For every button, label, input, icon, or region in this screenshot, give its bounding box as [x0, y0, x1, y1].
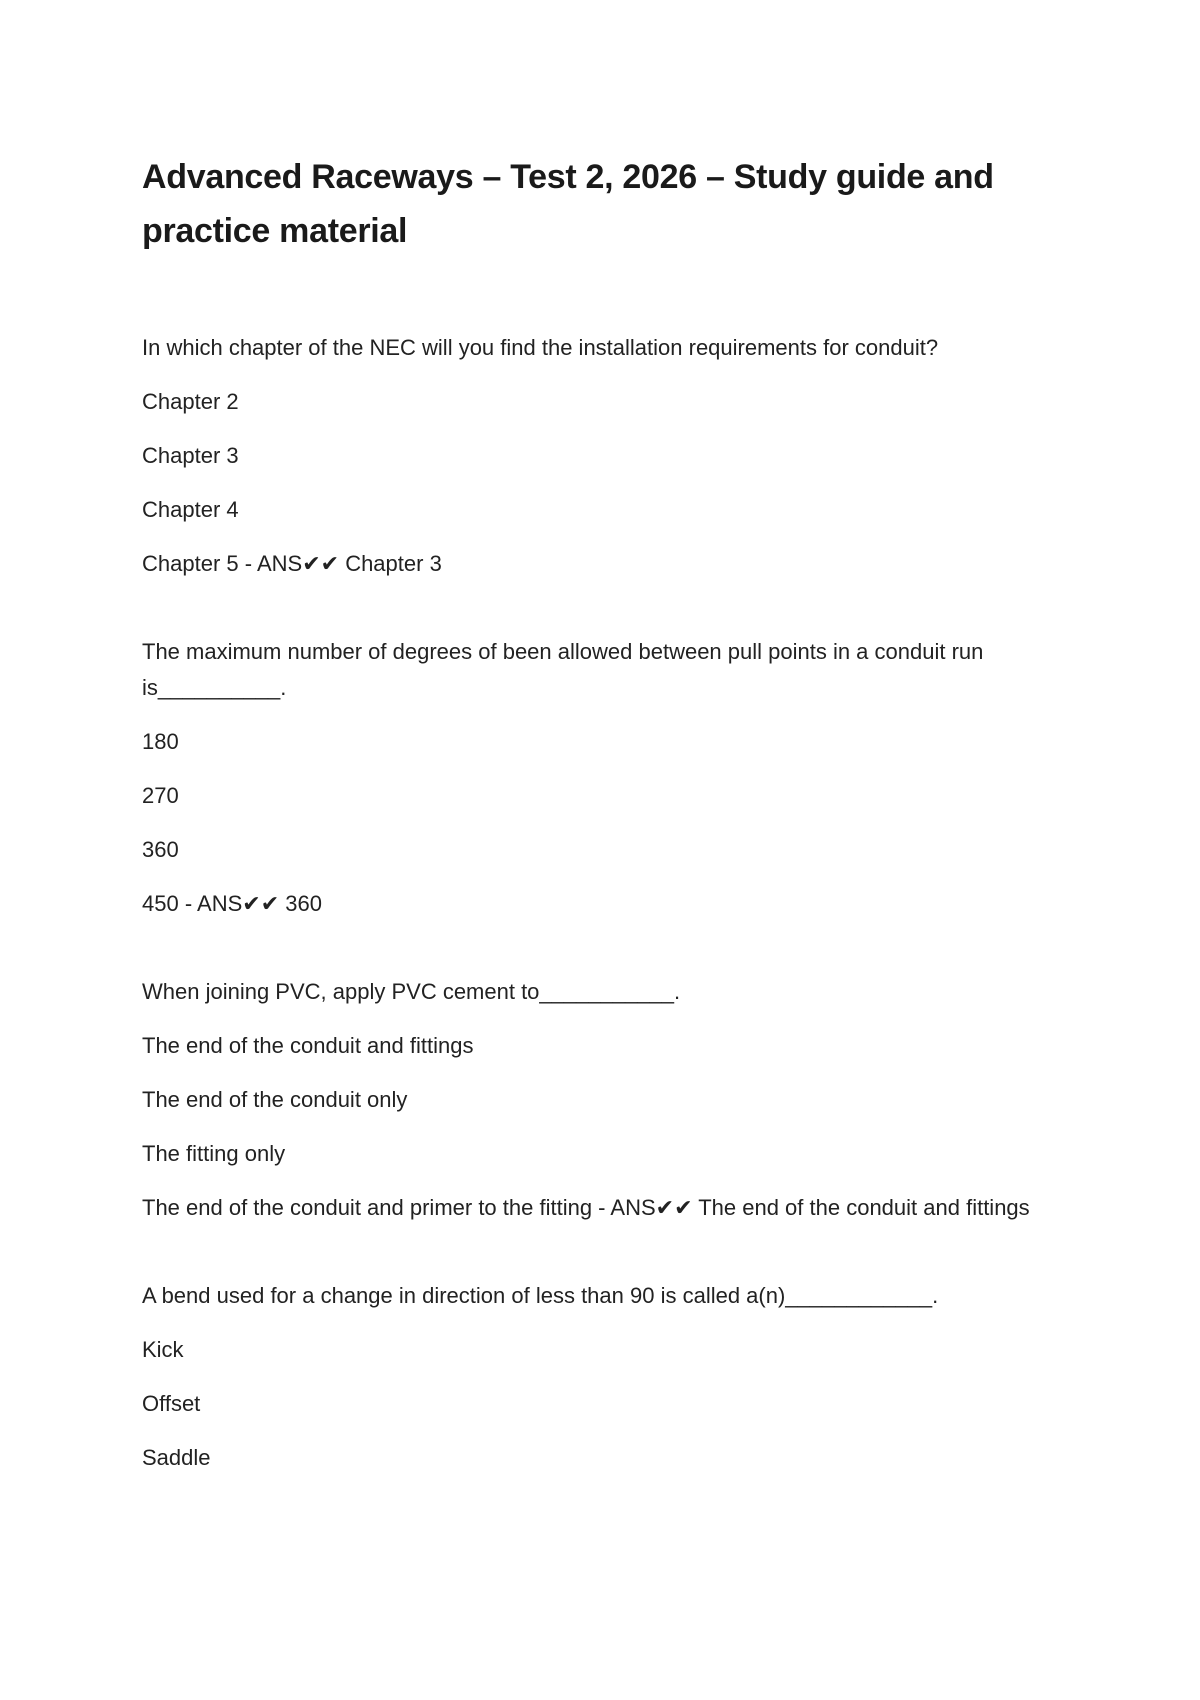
question-text: In which chapter of the NEC will you find the installation requirements for conduit?: [142, 335, 939, 360]
answer-key-marker: - ANS✔✔: [178, 891, 286, 916]
question-text: When joining PVC, apply PVC cement to___________.: [142, 979, 681, 1004]
answer-option: 180: [142, 729, 179, 754]
answer-option: Chapter 3: [142, 443, 239, 468]
answer-option: Chapter 2: [142, 389, 239, 414]
answer-option: 360: [142, 837, 179, 862]
answer-key-marker: - ANS✔✔: [592, 1195, 699, 1220]
document-page: [142, 150, 1062, 1494]
answer-key-marker: - ANS✔✔: [238, 551, 346, 576]
answer-option: The fitting only: [142, 1141, 286, 1166]
answer-option-with-key: [142, 886, 1062, 922]
answer-option: Offset: [142, 1391, 201, 1416]
question-block: [142, 634, 1062, 922]
answer-option-label: The end of the conduit and primer to the fitting: [142, 1195, 593, 1220]
question-block: [142, 330, 1062, 582]
answer-option: The end of the conduit and fittings: [142, 1033, 474, 1058]
correct-answer: Chapter 3: [345, 551, 442, 576]
question-block: [142, 974, 1062, 1226]
answer-option: Chapter 4: [142, 497, 239, 522]
answer-option: Saddle: [142, 1445, 211, 1470]
answer-option-label: 450: [142, 891, 179, 916]
document-title: Advanced Raceways – Test 2, 2026 – Study guide and practice material: [142, 158, 994, 250]
answer-option: Kick: [142, 1337, 184, 1362]
answer-option: 270: [142, 783, 179, 808]
question-text: The maximum number of degrees of been allowed between pull points in a conduit run is__________.: [142, 639, 984, 700]
correct-answer: The end of the conduit and fittings: [698, 1195, 1030, 1220]
answer-option-label: Chapter 5: [142, 551, 239, 576]
question-block: [142, 1278, 1062, 1476]
answer-option: The end of the conduit only: [142, 1087, 408, 1112]
correct-answer: 360: [285, 891, 322, 916]
answer-option-with-key: [142, 546, 1062, 582]
question-text: A bend used for a change in direction of less than 90 is called a(n)____________.: [142, 1283, 939, 1308]
answer-option-with-key: [142, 1190, 1062, 1226]
